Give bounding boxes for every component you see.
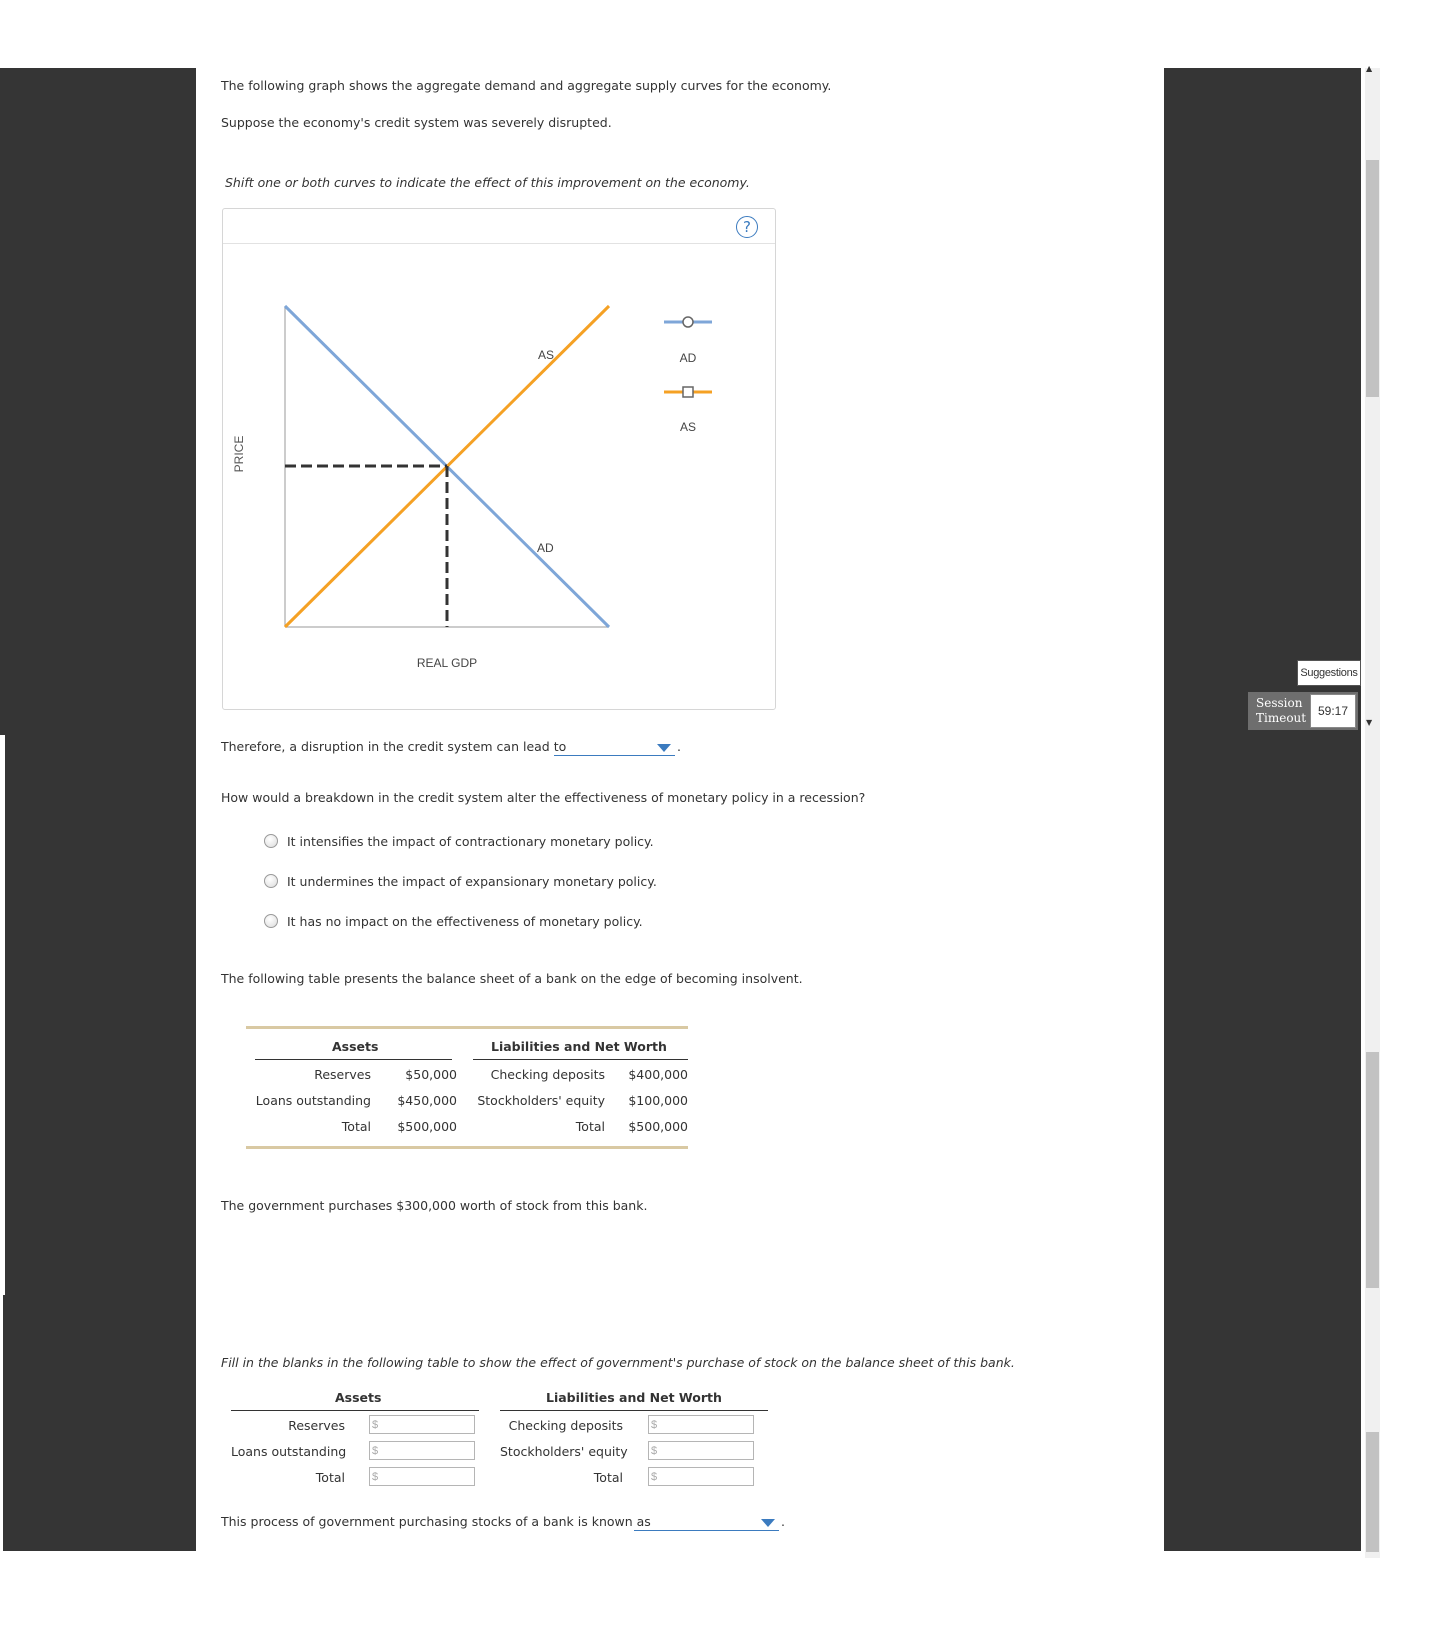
- as-tool-square-icon[interactable]: [683, 387, 693, 397]
- graph-canvas[interactable]: [223, 209, 775, 709]
- x-axis-label: REAL GDP: [416, 656, 478, 670]
- scrollbar-thumb-lower[interactable]: [1366, 1432, 1379, 1552]
- suggestions-button[interactable]: Suggestions: [1297, 660, 1361, 686]
- graph-instruction: Shift one or both curves to indicate the effect of this improvement on the economy.: [225, 175, 750, 190]
- fill-asset-label: Reserves: [288, 1418, 345, 1433]
- scrollbar-thumb-upper[interactable]: [1366, 160, 1379, 397]
- liabilities-total-input[interactable]: $: [648, 1467, 754, 1486]
- session-label-line1: Session: [1256, 696, 1303, 710]
- help-icon[interactable]: ?: [736, 216, 758, 238]
- q2-question: How would a breakdown in the credit system alter the effectiveness of monetary policy in a recession?: [221, 790, 866, 805]
- fill-assets-underline: [231, 1410, 479, 1411]
- bs-liab-value: $400,000: [628, 1066, 688, 1082]
- left-dark-panel: [0, 68, 196, 735]
- bs-liabilities-header: Liabilities and Net Worth: [491, 1039, 667, 1054]
- loans-outstanding-input[interactable]: $: [369, 1441, 475, 1460]
- bs-liab-value: $500,000: [628, 1118, 688, 1134]
- bs-asset-value: $500,000: [397, 1118, 457, 1134]
- table-row: [246, 1113, 688, 1139]
- legend-ad-label: AD: [679, 351, 697, 365]
- fill-liabilities-underline: [500, 1410, 768, 1411]
- chevron-down-icon[interactable]: [657, 744, 671, 752]
- session-timeout: [1248, 692, 1358, 730]
- balance-sheet-table: [246, 1061, 688, 1139]
- q3-prefix: This process of government purchasing stocks of a bank is known as: [221, 1514, 651, 1529]
- purchase-text: The government purchases $300,000 worth of stock from this bank.: [221, 1198, 648, 1213]
- bs-asset-label: Total: [341, 1118, 371, 1134]
- stockholders-equity-input[interactable]: $: [648, 1441, 754, 1460]
- legend-as-label: AS: [679, 420, 697, 434]
- session-label-line2: Timeout: [1256, 711, 1307, 725]
- q1-suffix: .: [677, 739, 681, 754]
- ad-curve-label: AD: [537, 541, 554, 555]
- bs-liabilities-underline: [473, 1059, 688, 1060]
- q2-option-1-label[interactable]: It intensifies the impact of contractionary monetary policy.: [287, 834, 654, 849]
- as-curve-label: AS: [538, 348, 555, 362]
- q3-suffix: .: [781, 1514, 785, 1529]
- ad-tool-circle-icon[interactable]: [683, 317, 693, 327]
- q1-prefix: Therefore, a disruption in the credit system can lead to: [221, 739, 567, 754]
- fill-assets-header: Assets: [335, 1390, 382, 1405]
- fill-liab-label: Total: [593, 1470, 623, 1485]
- fill-liab-label: Stockholders' equity: [500, 1444, 628, 1459]
- assets-total-input[interactable]: $: [369, 1467, 475, 1486]
- table-intro: The following table presents the balance sheet of a bank on the edge of becoming insolvent.: [221, 971, 803, 986]
- bs-asset-label: Reserves: [314, 1066, 371, 1082]
- chevron-down-icon[interactable]: [761, 1519, 775, 1527]
- bs-asset-value: $50,000: [405, 1066, 457, 1082]
- bs-liab-label: Stockholders' equity: [477, 1092, 605, 1108]
- fill-liabilities-header: Liabilities and Net Worth: [546, 1390, 722, 1405]
- balance-sheet-top-rule: [246, 1026, 688, 1029]
- fill-asset-label: Total: [315, 1470, 345, 1485]
- session-label: [1256, 696, 1306, 726]
- left-dark-panel-bottom: [3, 1295, 196, 1551]
- scroll-up-arrow-icon[interactable]: ▲: [1366, 64, 1373, 73]
- q2-option-3-label[interactable]: It has no impact on the effectiveness of monetary policy.: [287, 914, 643, 929]
- balance-sheet-bottom-rule: [246, 1146, 688, 1149]
- intro-line-2: Suppose the economy's credit system was severely disrupted.: [221, 115, 612, 130]
- q2-option-3-radio[interactable]: [264, 914, 278, 928]
- q2-option-2-label[interactable]: It undermines the impact of expansionary monetary policy.: [287, 874, 657, 889]
- left-dark-panel-lower: [5, 735, 196, 1295]
- y-axis-label: PRICE: [232, 435, 246, 473]
- bs-liab-value: $100,000: [628, 1092, 688, 1108]
- fill-asset-label: Loans outstanding: [231, 1444, 347, 1459]
- bs-liab-label: Total: [575, 1118, 605, 1134]
- scrollbar-thumb-middle[interactable]: [1366, 1052, 1379, 1288]
- table-row: [246, 1061, 688, 1087]
- q2-option-1-radio[interactable]: [264, 834, 278, 848]
- bs-liab-label: Checking deposits: [490, 1066, 605, 1082]
- checking-deposits-input[interactable]: $: [648, 1415, 754, 1434]
- session-time: 59:17: [1310, 694, 1356, 728]
- q3-dropdown[interactable]: [634, 1514, 779, 1531]
- bs-asset-label: Loans outstanding: [255, 1092, 371, 1108]
- reserves-input[interactable]: $: [369, 1415, 475, 1434]
- q2-option-2-radio[interactable]: [264, 874, 278, 888]
- bs-assets-underline: [255, 1059, 452, 1060]
- bs-asset-value: $450,000: [397, 1092, 457, 1108]
- intro-line-1: The following graph shows the aggregate demand and aggregate supply curves for the economy.: [221, 78, 832, 93]
- ad-as-graph[interactable]: [222, 208, 776, 710]
- q1-dropdown[interactable]: [554, 739, 675, 756]
- table-row: [246, 1087, 688, 1113]
- right-dark-panel: [1164, 68, 1361, 1551]
- scroll-down-arrow-icon[interactable]: ▼: [1366, 718, 1373, 727]
- bs-assets-header: Assets: [332, 1039, 379, 1054]
- fill-instruction: Fill in the blanks in the following table to show the effect of government's purchase of stock on the balance sheet of this bank.: [221, 1355, 1015, 1370]
- fill-liab-label: Checking deposits: [508, 1418, 623, 1433]
